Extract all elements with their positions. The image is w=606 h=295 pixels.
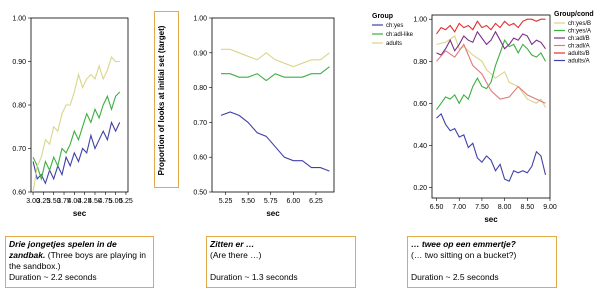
x-tick-label: 7.50 (475, 204, 489, 211)
x-tick-label: 8.50 (520, 204, 535, 211)
caption-sentence-3 (407, 236, 557, 288)
x-tick-label: 4.00 (67, 198, 82, 205)
x-tick-label: 3.75 (57, 198, 71, 205)
plot-frame (432, 15, 550, 198)
y-tick-label: 0.80 (193, 85, 207, 93)
x-tick-label: 3.25 (36, 198, 51, 205)
caption-2-english: (Are there …) (210, 250, 262, 260)
caption-2-dutch: Zitten er … (210, 239, 255, 249)
caption-3-duration: Duration ~ 2.5 seconds (411, 272, 499, 282)
x-tick-label: 5.50 (241, 198, 255, 205)
caption-3-dutch: … twee op een emmertje? (411, 239, 516, 249)
y-tick-label: 0.60 (413, 100, 427, 108)
x-tick-label: 5.25 (119, 198, 133, 205)
x-tick-label: 6.25 (309, 198, 323, 205)
y-tick-label: 1.00 (12, 15, 26, 23)
plot-frame (212, 18, 334, 192)
caption-sentence-1 (5, 236, 154, 288)
y-tick-label: 0.70 (193, 119, 207, 127)
y-tick-label: 1.00 (193, 15, 207, 23)
x-tick-label: 4.50 (88, 198, 102, 205)
x-tick-label: 6.00 (286, 198, 301, 205)
y-tick-label: 0.50 (193, 189, 207, 197)
legend-title: Group (372, 13, 393, 20)
y-tick-label: 0.40 (413, 142, 427, 150)
y-tick-label: 1.00 (413, 16, 427, 24)
x-tick-label: 5.75 (263, 198, 278, 205)
y-tick-label: 0.90 (12, 59, 26, 66)
shared-ylabel-box (154, 11, 179, 188)
y-tick-label: 0.60 (193, 154, 207, 162)
chart-sentence-2 (193, 13, 413, 218)
x-tick-label: 8.00 (497, 204, 512, 211)
plot-frame (31, 18, 128, 192)
caption-sentence-2 (206, 236, 356, 288)
caption-1-english: (Three boys are playing in the sandbox.) (9, 250, 147, 271)
y-tick-label: 0.70 (12, 146, 26, 153)
y-tick-label: 0.60 (12, 189, 26, 197)
x-tick-label: 6.50 (429, 204, 444, 211)
legend-title: Group/cond (554, 11, 594, 18)
caption-3-english: (… two sitting on a bucket?) (411, 250, 517, 260)
legend-label: ch:yes/B (568, 21, 592, 27)
x-tick-label: 7.00 (452, 204, 467, 211)
x-axis-label: sec (72, 209, 87, 218)
x-tick-label: 4.75 (98, 198, 113, 205)
x-axis-label: sec (484, 215, 498, 224)
legend-label: ch:adl/B (568, 36, 590, 42)
legend-label: adults/A (568, 58, 590, 65)
legend-label: adults/B (568, 51, 590, 57)
x-tick-label: 5.25 (218, 198, 233, 205)
caption-1-dutch: Drie jongetjes spelen in de zandbak. (9, 239, 117, 260)
legend-label: adults (386, 41, 403, 47)
chart-sentence-1 (12, 16, 132, 219)
x-tick-label: 3.50 (46, 198, 61, 205)
x-tick-label: 4.25 (77, 198, 92, 205)
shared-ylabel: Proportion of looks at initial set (target) (157, 25, 166, 176)
shared-ylabel-svg (155, 12, 180, 189)
y-tick-label: 0.90 (193, 50, 207, 58)
legend-label: ch:yes/A (568, 28, 592, 35)
caption-2-duration: Duration ~ 1.3 seconds (210, 272, 298, 282)
legend-label: ch:yes (386, 23, 404, 29)
x-tick-label: 9.00 (543, 204, 557, 211)
legend-label: ch:adl-like (386, 32, 414, 38)
y-tick-label: 0.20 (413, 184, 427, 192)
y-tick-label: 0.80 (12, 102, 26, 110)
x-tick-label: 5.00 (108, 198, 123, 205)
x-tick-label: 3.00 (26, 198, 40, 205)
legend-label: ch:adl/A (568, 43, 590, 50)
caption-1-duration: Duration ~ 2.2 seconds (9, 272, 97, 282)
x-axis-label: sec (266, 209, 280, 218)
chart-sentence-3 (413, 11, 593, 224)
y-tick-label: 0.80 (413, 58, 427, 66)
